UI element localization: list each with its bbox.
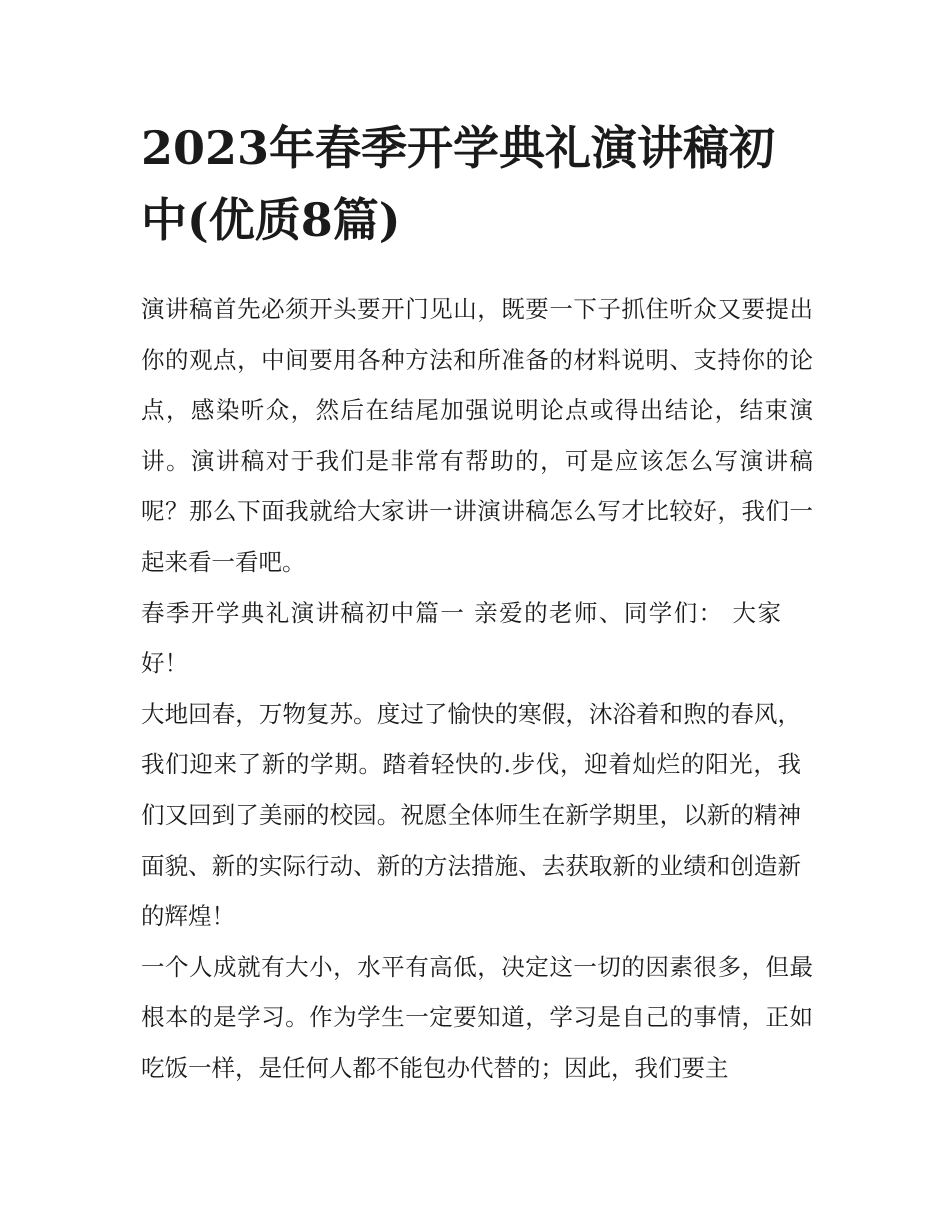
paragraph-intro: 演讲稿首先必须开头要开门见山，既要一下子抓住听众又要提出你的观点，中间要用各种方法和所准备的材料说明、支持你的论点，感染听众，然后在结尾加强说明论点或得出结论，结束演讲。演讲稿对于我们是非常有帮助的，可是应该怎么写演讲稿呢？那么下面我就给大家讲一讲演讲稿怎么写才比较好，我们一起来看一看吧。	[141, 295, 813, 576]
paragraph-spring: 大地回春，万物复苏。度过了愉快的寒假，沐浴着和煦的春风，我们迎来了新的学期。踏着轻快的.步伐，迎着灿烂的阳光，我们又回到了美丽的校园。祝愿全体师生在新学期里，以新的精神面貌、新的实际行动、新的方法措施、去获取新的业绩和创造新的辉煌！	[141, 699, 801, 931]
document-title: 2023年春季开学典礼演讲稿初中(优质8篇)	[141, 121, 776, 247]
paragraph-greeting: 春季开学典礼演讲稿初中篇一 亲爱的老师、同学们： 大家好！	[141, 598, 781, 678]
document-content	[141, 112, 813, 1094]
paragraph-learning: 一个人成就有大小，水平有高低，决定这一切的因素很多，但最根本的是学习。作为学生一定要知道，学习是自己的事情，正如吃饭一样，是任何人都不能包办代替的；因此，我们要主	[141, 952, 813, 1082]
